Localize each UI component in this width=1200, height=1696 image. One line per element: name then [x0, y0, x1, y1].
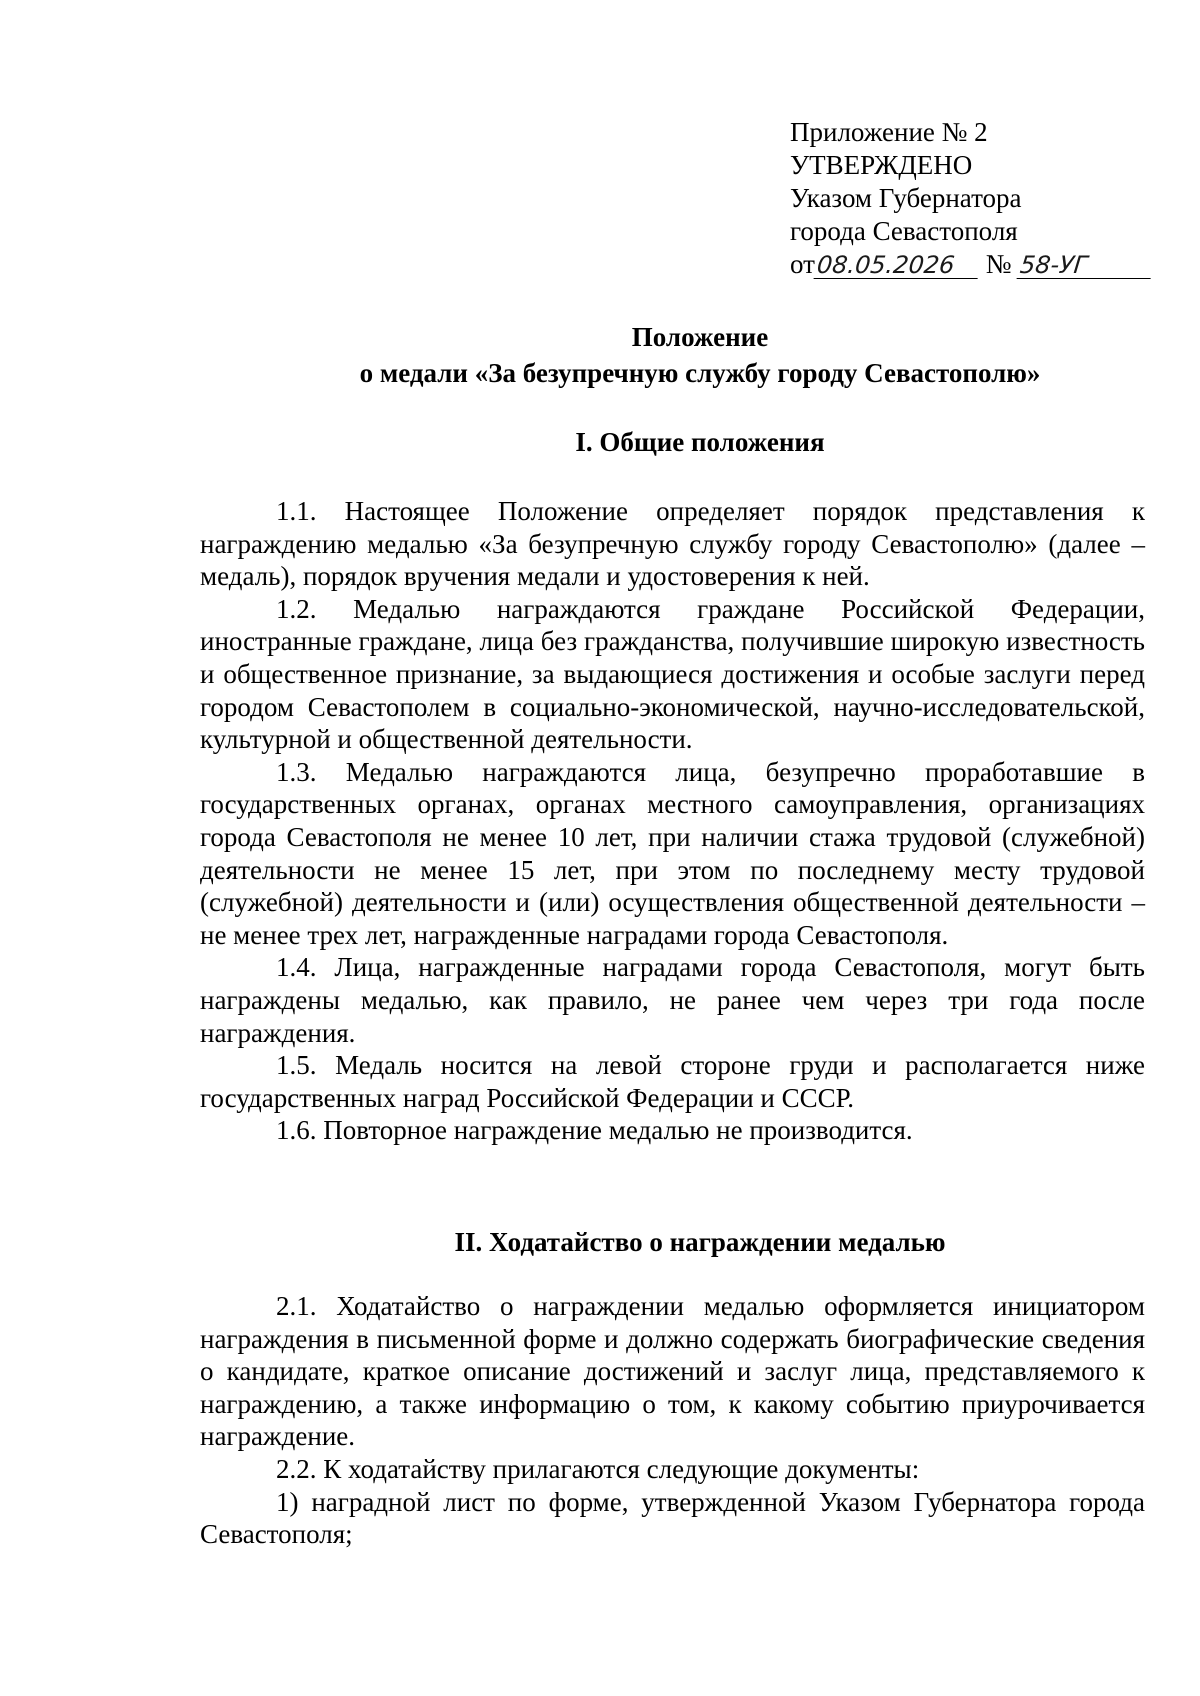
approval-stamp [790, 116, 1170, 281]
approved-city: города Севастополя [790, 216, 1018, 246]
section-1-body [200, 495, 1145, 1147]
handwritten-number: 58-УГ [1017, 252, 1154, 279]
paragraph-2-list-1: 1) наградной лист по форме, утвержденной Указом Губернатора города Севастополя; [200, 1486, 1145, 1550]
section-heading-1: I. Общие положения [575, 427, 825, 457]
approval-date-line [790, 248, 1170, 281]
paragraph-2-1: 2.1. Ходатайство о награждении медалью оформляется инициатором награждения в письменной форме и должно содержать биографические сведения о кандидате, краткое описание достижений и заслуг лица, представляемого к награждению, а также информацию о том, к какому событию приурочивается награждение. [200, 1291, 1145, 1452]
paragraph-1-6: 1.6. Повторное награждение медалью не производится. [276, 1115, 913, 1146]
document-subtitle: о медали «За безупречную службу городу Севастополю» [359, 358, 1041, 388]
paragraph-1-4: 1.4. Лица, награжденные наградами города Севастополя, могут быть награждены медалью, как правило, не ранее чем через три года после награждения. [200, 952, 1145, 1048]
paragraph-1-3: 1.3. Медалью награждаются лица, безупречно проработавшие в государственных органах, органах местного самоуправления, организациях города Севастополя не менее 10 лет, при наличии стажа трудовой (служебной) деятельности не менее 15 лет, при этом по последнему месту трудовой (служебной) деятельности и (или) осуществления общественной деятельности – не менее трех лет, награжденные наградами города Севастополя. [200, 756, 1145, 950]
paragraph-2-2: 2.2. К ходатайству прилагаются следующие документы: [276, 1453, 920, 1484]
approved-label: УТВЕРЖДЕНО [790, 150, 973, 180]
handwritten-date: 08.05.2026 [814, 252, 981, 279]
section-heading-2: II. Ходатайство о награждении медалью [454, 1227, 946, 1257]
number-label: № [985, 249, 1012, 279]
appendix-number: Приложение № 2 [790, 117, 988, 147]
paragraph-1-2: 1.2. Медалью награждаются граждане Российской Федерации, иностранные граждане, лица без гражданства, получившие широкую известность и общественное признание, за выдающиеся достижения и особые заслуги перед городом Севастополем в социально-экономической, научно-исследовательской, культурной и общественной деятельности. [200, 593, 1145, 755]
document-title: Положение [631, 322, 769, 352]
paragraph-1-5: 1.5. Медаль носится на левой стороне груди и располагается ниже государственных наград Российской Федерации и СССР. [200, 1050, 1145, 1113]
approved-by-decree: Указом Губернатора [790, 183, 1022, 213]
from-label: от [790, 249, 815, 279]
paragraph-1-1: 1.1. Настоящее Положение определяет порядок представления к награждению медалью «За безупречную службу городу Севастополю» (далее – медаль), порядок вручения медали и удостоверения к ней. [200, 496, 1145, 592]
section-2-body [200, 1290, 1145, 1551]
